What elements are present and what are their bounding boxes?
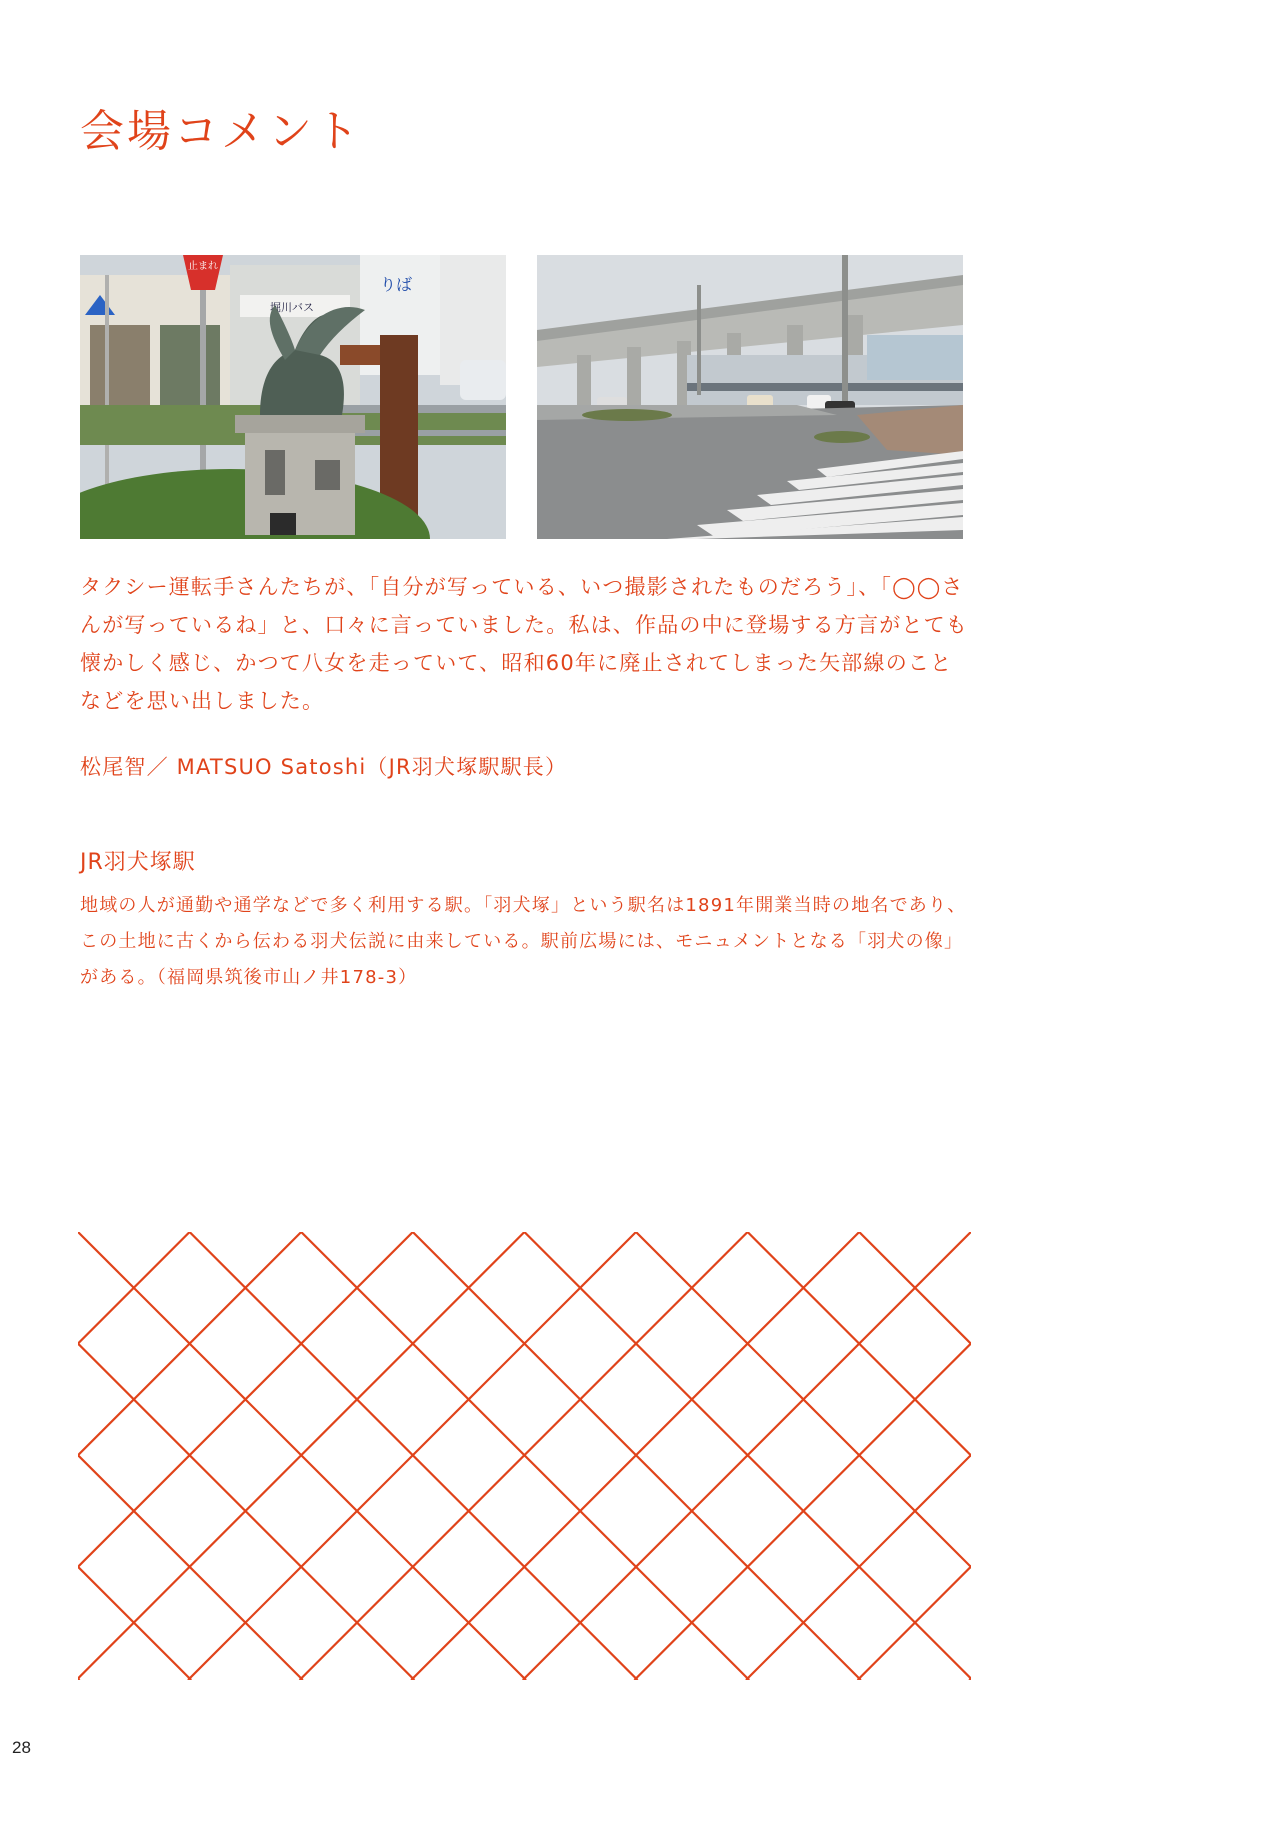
lattice-line xyxy=(190,1232,638,1680)
lattice-line xyxy=(78,1232,414,1680)
lattice-line xyxy=(411,1232,859,1680)
lattice-line xyxy=(78,1232,526,1680)
venue-description: 地域の人が通勤や通学などで多く利用する駅。「羽犬塚」という駅名は1891年開業当時の地名であり、この土地に古くから伝わる羽犬伝説に由来している。駅前広場には、モニュメントとなる「羽犬の像」がある。（福岡県筑後市山ノ井178-3） xyxy=(80,895,967,988)
lattice-line xyxy=(78,1232,413,1680)
venue-name: JR羽犬塚駅 xyxy=(80,850,196,875)
lattice-line xyxy=(78,1232,190,1680)
photo-station-building xyxy=(537,255,963,539)
lattice-line xyxy=(413,1232,861,1680)
bus-sign-text: 堀川バス xyxy=(270,301,314,314)
lattice-line xyxy=(636,1232,971,1680)
taxi-sign-text: りば xyxy=(380,275,413,294)
lattice-line xyxy=(523,1232,971,1680)
page-number: 28 xyxy=(12,1738,31,1757)
page-title: 会場コメント xyxy=(80,106,362,157)
venue-comment-text: タクシー運転手さんたちが、「自分が写っている、いつ撮影されたものだろう」、「◯◯さんが写っているね」と、口々に言っていました。私は、作品の中に登場する方言がとても懐かしく感じ、かつて八女を走っていて、昭和60年に廃止されてしまった矢部線のことなどを思い出しました。 xyxy=(80,575,968,713)
lattice-line xyxy=(859,1232,971,1680)
lattice-line xyxy=(301,1232,749,1680)
comment-author: 松尾智／ MATSUO Satoshi（JR羽犬塚駅駅長） xyxy=(80,755,568,779)
station-photo-illustration xyxy=(537,255,963,539)
lattice-line xyxy=(858,1232,971,1680)
decorative-lattice-pattern xyxy=(78,1232,971,1680)
stop-sign-text: 止まれ xyxy=(188,261,218,272)
lattice-line xyxy=(300,1232,748,1680)
statue-photo-illustration xyxy=(80,255,506,539)
lattice-line xyxy=(188,1232,636,1680)
lattice-line xyxy=(78,1232,191,1680)
lattice-line xyxy=(634,1232,971,1680)
photo-winged-dog-statue xyxy=(80,255,506,539)
